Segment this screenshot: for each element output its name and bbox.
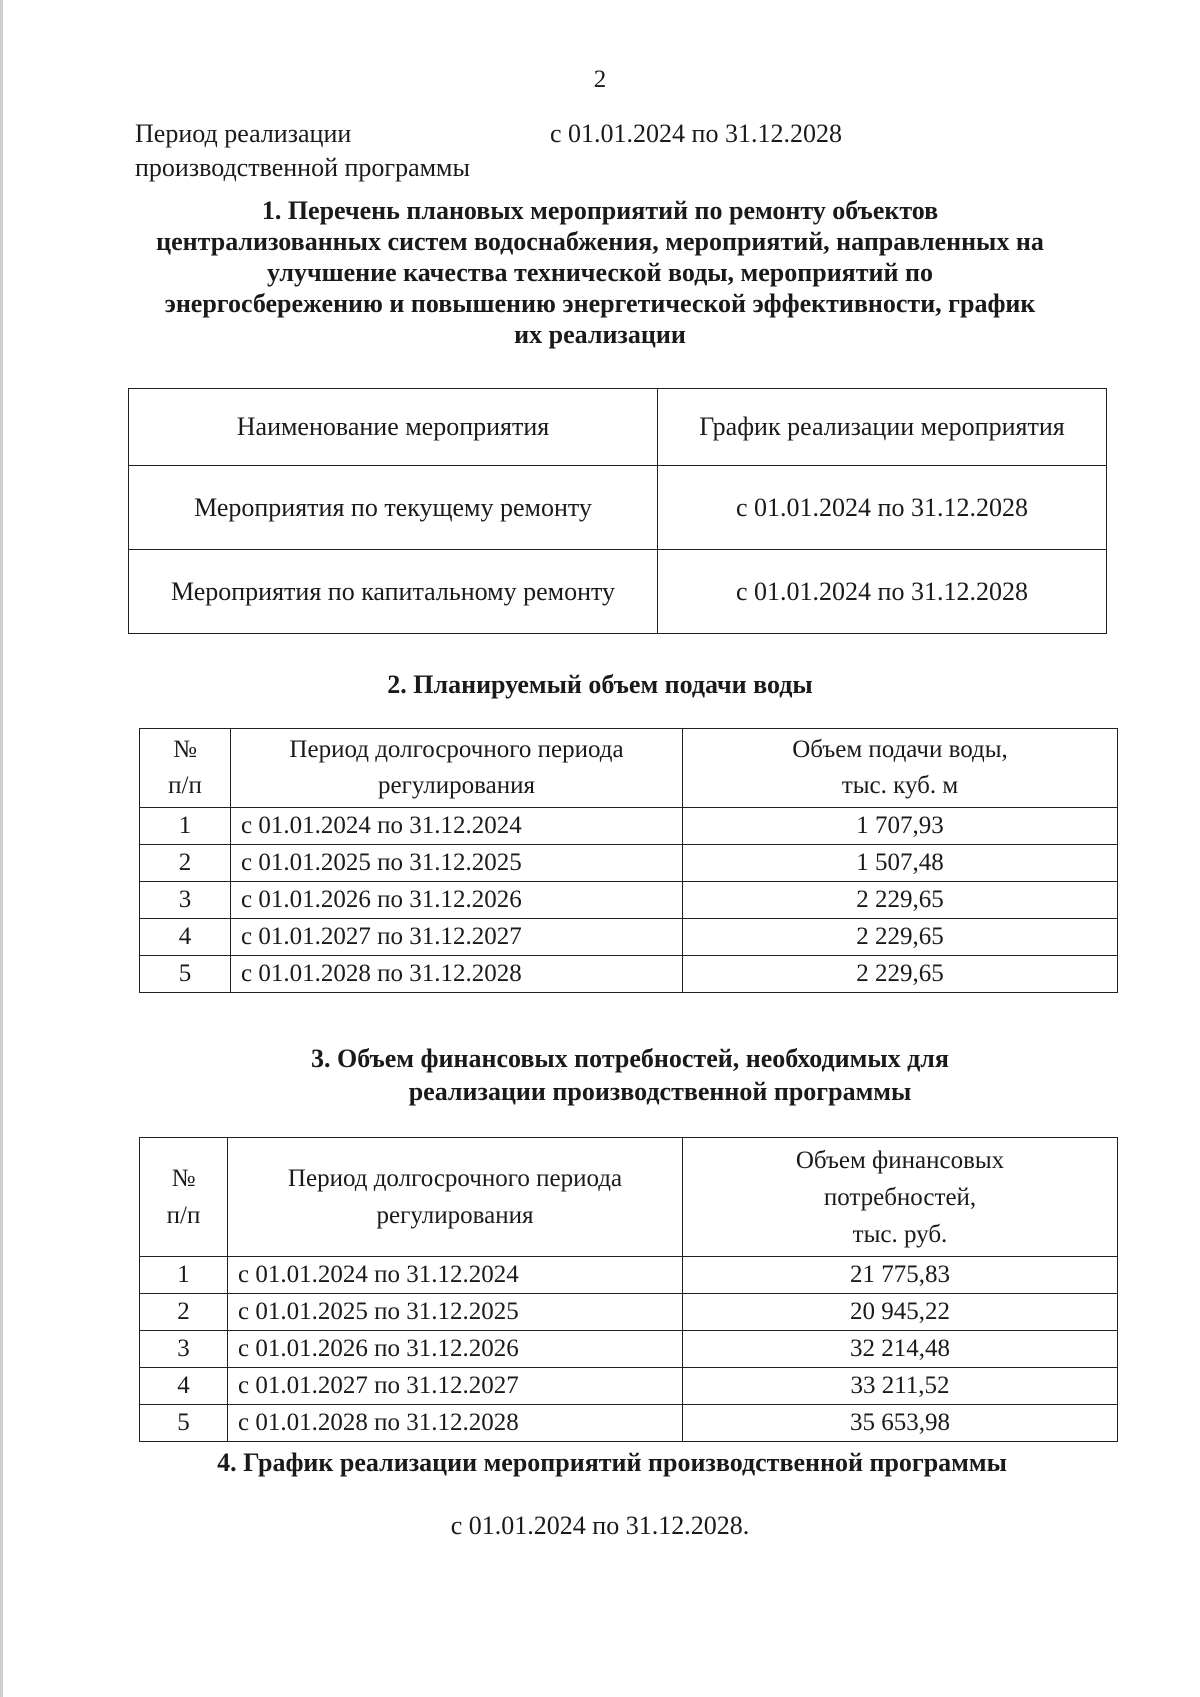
row-period: с 01.01.2024 по 31.12.2024: [231, 808, 683, 845]
header-volume: [683, 729, 1118, 808]
row-number: 5: [140, 1405, 228, 1442]
section4-value: с 01.01.2024 по 31.12.2028.: [450, 1511, 750, 1540]
section1-title-line2: централизованных систем водоснабжения, мероприятий, направленных на: [156, 227, 1044, 256]
row-period: с 01.01.2027 по 31.12.2027: [231, 919, 683, 956]
section1-title-line5: их реализации: [514, 320, 686, 349]
header-period: [228, 1138, 683, 1257]
section4-title: 4. График реализации мероприятий производственной программы: [217, 1448, 1007, 1477]
section1-title-line1: 1. Перечень плановых мероприятий по ремонту объектов: [261, 196, 939, 225]
row-period: с 01.01.2025 по 31.12.2025: [228, 1294, 683, 1331]
header-finance: [683, 1138, 1118, 1257]
table-row: [140, 1294, 1118, 1331]
header-volume-line1: Объем подачи воды,: [792, 736, 1008, 763]
measure-schedule: с 01.01.2024 по 31.12.2028: [658, 550, 1107, 634]
header-period-line2: регулирования: [376, 1202, 534, 1229]
row-period: с 01.01.2027 по 31.12.2027: [228, 1368, 683, 1405]
row-number: 4: [140, 1368, 228, 1405]
row-number: 4: [140, 919, 231, 956]
row-number: 2: [140, 845, 231, 882]
row-volume: 2 229,65: [683, 956, 1118, 993]
measure-name: Мероприятия по капитальному ремонту: [129, 550, 658, 634]
water-supply-table: [139, 728, 1118, 993]
row-volume: 1 507,48: [683, 845, 1118, 882]
row-period: с 01.01.2028 по 31.12.2028: [231, 956, 683, 993]
section3-title-line1: 3. Объем финансовых потребностей, необходимых для: [311, 1044, 949, 1073]
header-period-line1: Период долгосрочного периода: [287, 1165, 623, 1192]
measure-name: Мероприятия по текущему ремонту: [129, 466, 658, 550]
table-row: [140, 845, 1118, 882]
table-row: [129, 466, 1107, 550]
row-finance: 20 945,22: [683, 1294, 1118, 1331]
table-header-row: [140, 1138, 1118, 1257]
section3-title-line2: реализации производственной программы: [408, 1077, 912, 1106]
row-finance: 33 211,52: [683, 1368, 1118, 1405]
row-volume: 2 229,65: [683, 919, 1118, 956]
header-number-line2: п/п: [166, 1202, 201, 1229]
row-volume: 2 229,65: [683, 882, 1118, 919]
period-label-line1: Период реализации: [135, 119, 352, 148]
table-row: [140, 882, 1118, 919]
header-number: [140, 1138, 228, 1257]
section1-title-line3: улучшение качества технической воды, мероприятий по: [267, 258, 933, 287]
header-number: [140, 729, 231, 808]
header-number-line1: №: [173, 736, 197, 763]
table-header-row: [140, 729, 1118, 808]
row-period: с 01.01.2028 по 31.12.2028: [228, 1405, 683, 1442]
header-period: [231, 729, 683, 808]
table-row: [140, 808, 1118, 845]
header-period-line2: регулирования: [378, 772, 535, 799]
row-volume: 1 707,93: [683, 808, 1118, 845]
table-row: [140, 1331, 1118, 1368]
financial-needs-table: [139, 1137, 1118, 1442]
row-finance: 35 653,98: [683, 1405, 1118, 1442]
period-label: [135, 117, 535, 185]
table-row: [129, 550, 1107, 634]
row-number: 1: [140, 808, 231, 845]
page-number: 2: [593, 66, 607, 93]
table-row: [140, 1257, 1118, 1294]
header-measure-name: Наименование мероприятия: [129, 389, 658, 466]
row-number: 1: [140, 1257, 228, 1294]
section2-title: 2. Планируемый объем подачи воды: [387, 670, 813, 699]
row-number: 5: [140, 956, 231, 993]
row-finance: 32 214,48: [683, 1331, 1118, 1368]
header-measure-schedule: График реализации мероприятия: [658, 389, 1107, 466]
table-row: [140, 1368, 1118, 1405]
table-header-row: [129, 389, 1107, 466]
table-row: [140, 919, 1118, 956]
row-period: с 01.01.2024 по 31.12.2024: [228, 1257, 683, 1294]
row-number: 2: [140, 1294, 228, 1331]
row-finance: 21 775,83: [683, 1257, 1118, 1294]
row-number: 3: [140, 1331, 228, 1368]
row-number: 3: [140, 882, 231, 919]
table-row: [140, 956, 1118, 993]
row-period: с 01.01.2026 по 31.12.2026: [231, 882, 683, 919]
header-number-line1: №: [171, 1165, 196, 1192]
header-finance-line1: Объем финансовых: [795, 1146, 1005, 1174]
row-period: с 01.01.2025 по 31.12.2025: [231, 845, 683, 882]
row-period: с 01.01.2026 по 31.12.2026: [228, 1331, 683, 1368]
period-label-line2: производственной программы: [135, 153, 470, 182]
period-value: с 01.01.2024 по 31.12.2028: [550, 119, 842, 148]
measures-table: [128, 388, 1107, 634]
header-period-line1: Период долгосрочного периода: [289, 736, 624, 763]
table-row: [140, 1405, 1118, 1442]
measure-schedule: с 01.01.2024 по 31.12.2028: [658, 466, 1107, 550]
header-volume-line2: тыс. куб. м: [841, 772, 959, 799]
header-finance-line3: тыс. руб.: [852, 1220, 948, 1248]
header-number-line2: п/п: [168, 772, 202, 799]
section1-title-line4: энергосбережению и повышению энергетической эффективности, график: [164, 289, 1036, 318]
header-finance-line2: потребностей,: [823, 1183, 977, 1211]
